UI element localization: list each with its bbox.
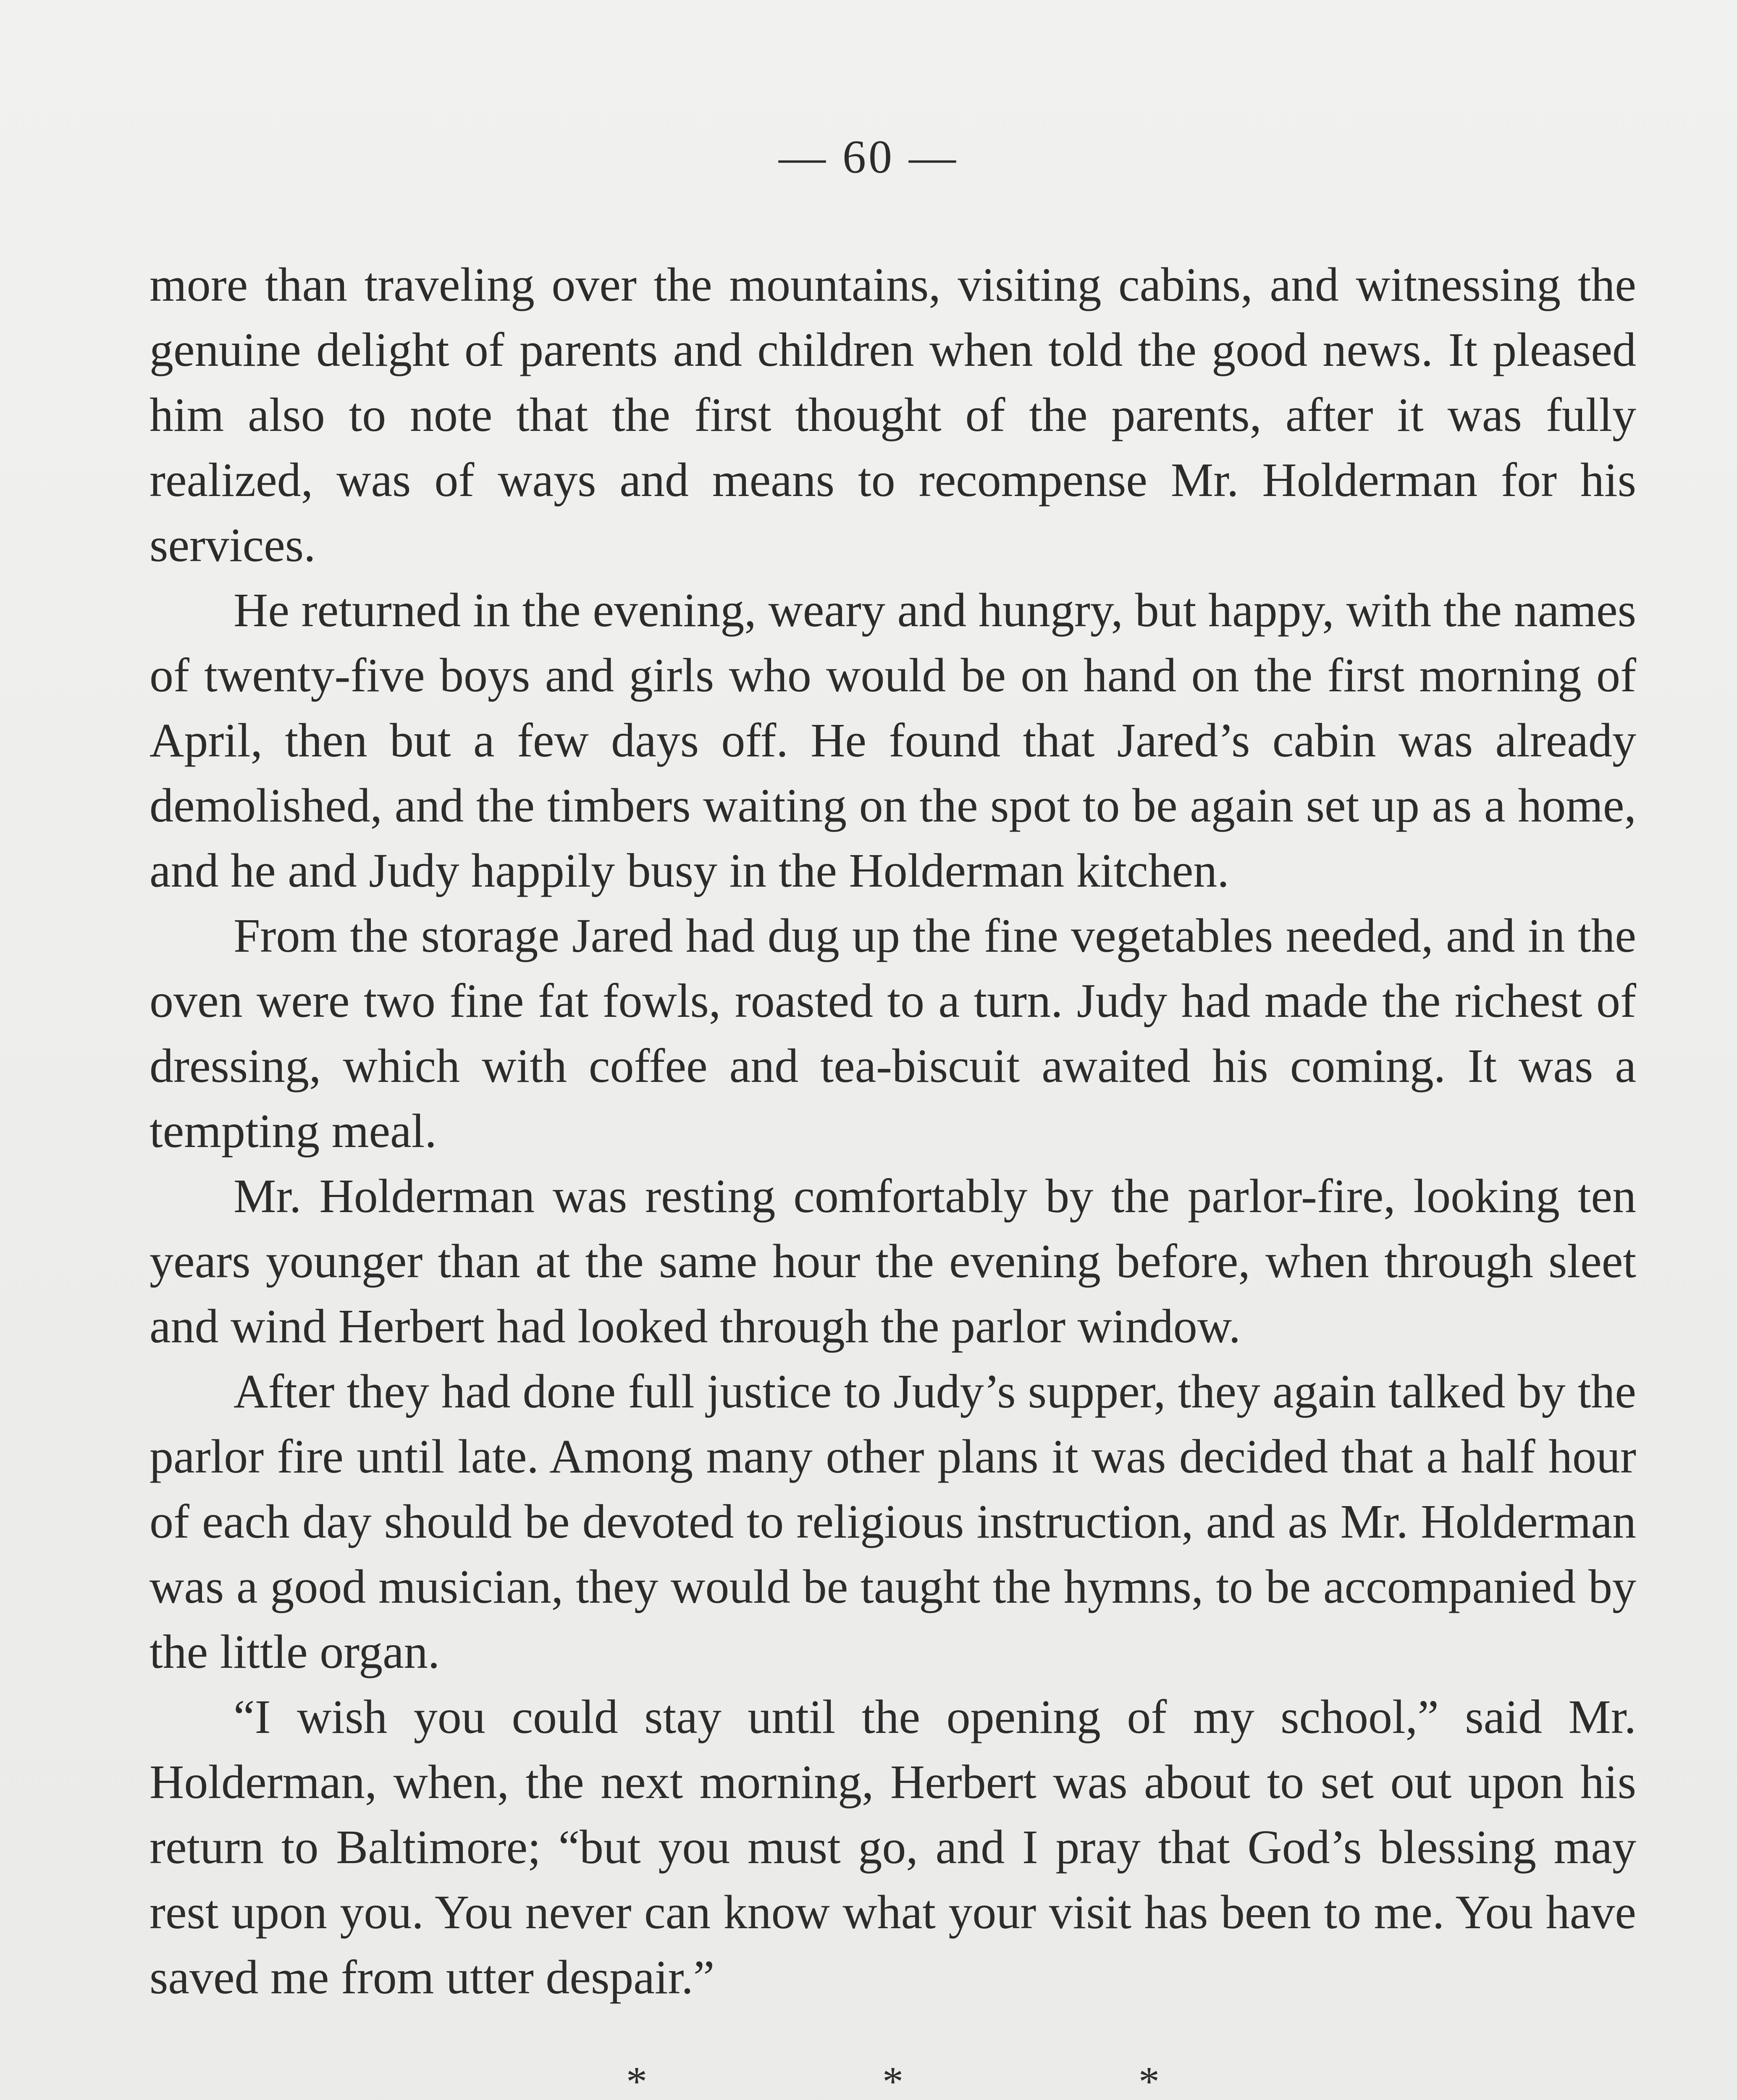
section-break <box>150 2010 1636 2100</box>
body-text <box>150 252 1636 2100</box>
page-number: — 60 — <box>779 131 958 183</box>
asterisk-1: * <box>626 2058 647 2100</box>
paragraph-1: more than traveling over the mountains, visiting cabins, and witnessing the genuine delight of parents and children when told the good news. It pleased him also to note that the first thought of the parents, after it was fully realized, was of ways and means to recompense Mr. Holderman for his services. <box>150 258 1636 572</box>
paragraph-5: After they had done full justice to Judy’s supper, they again talked by the parlor fire until late. Among many other plans it was decided that a half hour of each day should be devoted to religious instruction, and as Mr. Holderman was a good musician, they would be taught the hymns, to be accompanied by the little organ. <box>150 1365 1636 1678</box>
asterisk-2: * <box>882 2058 903 2100</box>
paragraph-3: From the storage Jared had dug up the fine vegetables needed, and in the oven were two fine fat fowls, roasted to a turn. Judy had made the richest of dressing, which with coffee and tea-biscuit awaited his coming. It was a tempting meal. <box>150 909 1636 1158</box>
paragraph-6: “I wish you could stay until the opening of my school,” said Mr. Holderman, when, the next morning, Herbert was about to set out upon his return to Baltimore; “but you must go, and I pray that God’s blessing may rest upon you. You never can know what your visit has been to me. You have saved me from utter despair.” <box>150 1690 1636 2004</box>
paragraph-4: Mr. Holderman was resting comfortably by the parlor-fire, looking ten years younger than at the same hour the evening before, when through sleet and wind Herbert had looked through the parlor window. <box>150 1169 1636 1353</box>
paragraph-2: He returned in the evening, weary and hungry, but happy, with the names of twenty-five boys and girls who would be on hand on the first morning of April, then but a few days off. He found that Jared’s cabin was already demolished, and the timbers waiting on the spot to be again set up as a home, and he and Judy happily busy in the Holderman kitchen. <box>150 583 1636 897</box>
asterisk-3: * <box>1139 2058 1160 2100</box>
